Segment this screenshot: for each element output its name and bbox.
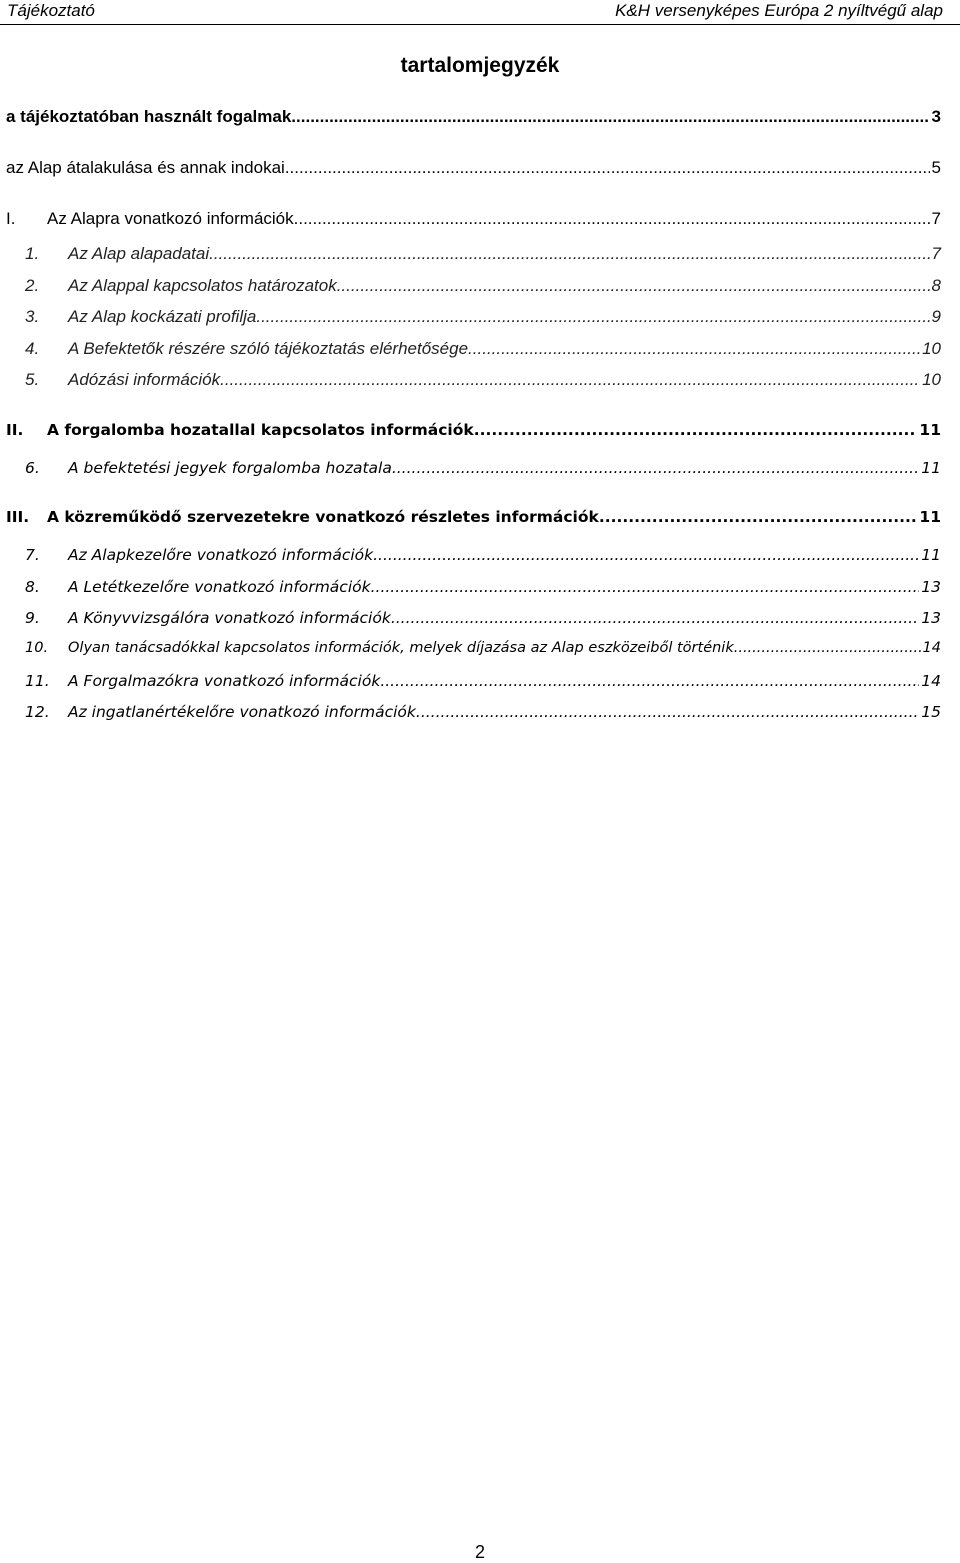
toc-entry-text: Az Alapra vonatkozó információk [47,209,294,228]
toc-entry[interactable] [25,244,941,270]
toc-entry-page: 7 [931,244,941,263]
header-right-text: K&H versenyképes Európa 2 nyíltvégű alap [615,1,943,20]
toc-entry-number: 4. [25,339,40,358]
toc-entry-text: A közreműködő szervezetekre vonatkozó részletes információk [47,508,599,526]
toc-entry-number: 3. [25,307,40,326]
toc-leader-dots [468,339,920,359]
toc-entry-text: Az Alappal kapcsolatos határozatok [68,276,337,295]
toc-entry-page: 10 [922,370,941,389]
toc-leader-dots [380,672,919,690]
toc-leader-dots [285,158,930,178]
toc-entry[interactable] [6,158,941,184]
toc-entry-number: III. [6,508,30,526]
toc-entry-number: 9. [25,609,40,627]
toc-entry-text: az Alap átalakulása és annak indokai [6,158,285,177]
toc-entry[interactable] [25,370,941,396]
toc-leader-dots [734,640,921,656]
toc-entry-page: 9 [931,307,941,326]
toc-entry-page: 15 [921,703,941,721]
toc-entry-text: Az Alap alapadatai [68,244,210,263]
toc-entry-page: 13 [921,609,941,627]
toc-entry-page: 11 [919,508,941,526]
toc-entry[interactable] [25,578,941,604]
toc-entry-page: 14 [921,672,941,690]
toc-entry-text: Adózási információk [68,370,221,389]
toc-leader-dots [337,276,930,296]
header-left-text: Tájékoztató [7,1,95,20]
toc-leader-dots [220,370,920,390]
toc-leader-dots [209,244,929,264]
toc-entry-text: A Letétkezelőre vonatkozó információk [68,578,371,596]
toc-leader-dots [256,307,929,327]
toc-entry[interactable] [6,508,941,534]
toc-entry[interactable] [25,609,941,635]
toc-entry-page: 11 [921,459,941,477]
toc-leader-dots [371,578,920,596]
toc-entry-page: 14 [922,640,941,656]
toc-entry-page: 13 [921,578,941,596]
toc-entry-number: 11. [25,672,50,690]
toc-entry[interactable] [25,307,941,333]
toc-entry-number: 6. [25,459,40,477]
toc-entry[interactable] [25,459,941,485]
toc-entry[interactable] [25,546,941,572]
toc-entry-text: Az Alapkezelőre vonatkozó információk [68,546,374,564]
toc-leader-dots [599,508,918,526]
toc-entry-page: 5 [931,158,941,177]
toc-entry-text: a tájékoztatóban használt fogalmak [6,107,292,126]
toc-entry-number: I. [6,209,16,228]
toc-leader-dots [294,209,930,229]
toc-entry-text: Az Alap kockázati profilja [68,307,257,326]
toc-entry-page: 8 [931,276,941,295]
toc-leader-dots [416,703,919,721]
toc-entry-text: Olyan tanácsadókkal kapcsolatos információk, melyek díjazása az Alap eszközeiből történik [68,640,734,656]
toc-entry-number: 5. [25,370,40,389]
toc-entry[interactable] [25,339,941,365]
toc-entry-number: II. [6,421,24,439]
toc-entry[interactable] [6,209,941,235]
toc-entry[interactable] [25,640,941,666]
toc-entry[interactable] [25,276,941,302]
toc-entry-page: 7 [931,209,941,228]
toc-entry-text: A Befektetők részére szóló tájékoztatás elérhetősége [68,339,469,358]
toc-entry-text: A Könyvvizsgálóra vonatkozó információk [68,609,391,627]
toc-entry-text: A Forgalmazókra vonatkozó információk [68,672,381,690]
toc-entry-page: 10 [922,339,941,358]
toc-leader-dots [291,107,929,127]
toc-entry-page: 3 [931,107,941,126]
toc-entry[interactable] [6,421,941,447]
page-title: tartalomjegyzék [400,54,560,77]
toc-entry[interactable] [25,703,941,729]
toc-leader-dots [373,546,919,564]
toc-leader-dots [391,609,919,627]
toc-leader-dots [392,459,919,477]
toc-entry-page: 11 [921,546,941,564]
toc-entry-text: A befektetési jegyek forgalomba hozatala [68,459,392,477]
toc-entry-number: 1. [25,244,40,263]
page-number: 2 [474,1542,485,1562]
toc-leader-dots [474,421,918,439]
toc-entry-number: 12. [25,703,50,721]
toc-entry-number: 7. [25,546,40,564]
toc-entry-text: Az ingatlanértékelőre vonatkozó információk [68,703,416,721]
toc-entry[interactable] [25,672,941,698]
toc-entry-number: 2. [25,276,40,295]
toc-entry-number: 8. [25,578,40,596]
toc-entry-text: A forgalomba hozatallal kapcsolatos információk [47,421,474,439]
toc-entry-number: 10. [25,640,49,656]
toc-entry-page: 11 [919,421,941,439]
toc-entry[interactable] [6,107,941,133]
page-header [0,0,960,25]
